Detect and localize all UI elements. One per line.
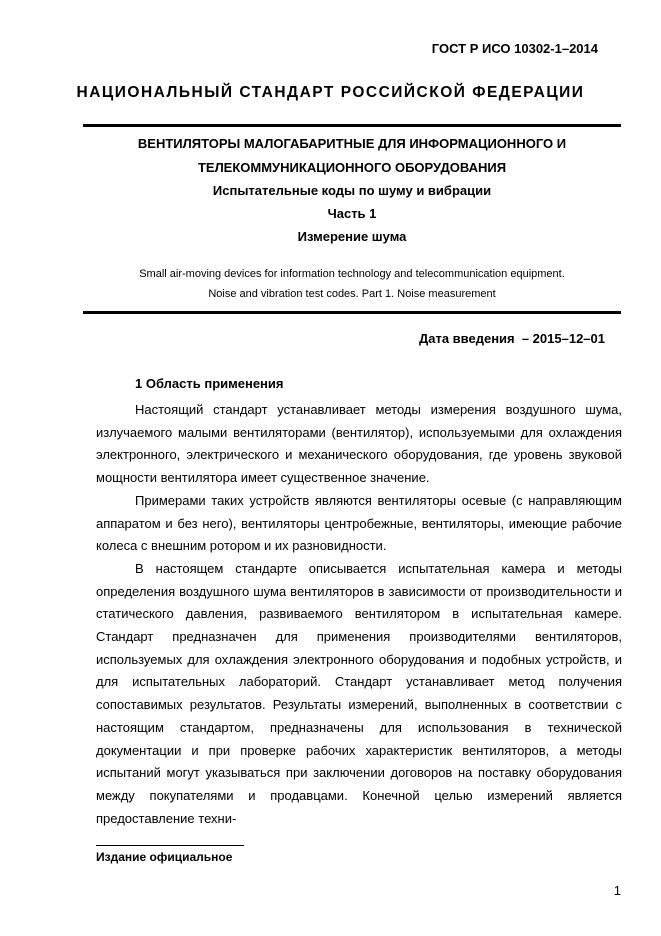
paragraph: В настоящем стандарте описывается испытательная камера и методы определения воздушного шума вентиляторов в зависимости от производительности и статического давления, развиваемого вентилятором в испытательная камере. Стандарт предназначен для применения производителями вентиляторов, используемых для охлаждения электронного оборудования и подобных устройств, и для испытательных лабораторий. Стандарт устанавливает метод получения сопоставимых результатов. Результаты измерений, выполненных в соответствии с настоящим стандартом, предназначены для использования в технической документации и при проверке рабочих характеристик вентиляторов, а методы испытаний могут указываться при заключении договоров на поставку оборудования между покупателями и продавцами. Конечной целью измерений является предоставление техни- [96,560,622,826]
section-body [96,399,622,830]
bottom-divider [83,311,621,314]
subtitle: Испытательные коды по шуму и вибрации [212,183,492,198]
document-code: ГОСТ Р ИСО 10302-1–2014 [431,41,598,56]
part-title: Измерение шума [297,229,407,244]
section-heading: 1 Область применения [135,376,284,391]
footer-divider [96,845,244,846]
top-divider [83,124,621,127]
page-number: 1 [613,883,621,898]
title-line-2: ТЕЛЕКОММУНИКАЦИОННОГО ОБОРУДОВАНИЯ [197,160,507,175]
paragraph: Настоящий стандарт устанавливает методы измерения воздушного шума, излучаемого малыми вентиляторами (вентилятор), используемыми для охлаждения электронного, электрического и механического оборудования, где уровень звуковой мощности вентилятора имеет существенное значение. [96,402,622,486]
english-title-line-2: Noise and vibration test codes. Part 1. Noise measurement [208,288,496,300]
english-title-line-1: Small air-moving devices for information technology and telecommunication equipment. [139,268,565,280]
national-standard-title: НАЦИОНАЛЬНЫЙ СТАНДАРТ РОССИЙСКОЙ ФЕДЕРАЦИИ [76,84,585,101]
edition-note: Издание официальное [96,850,233,864]
paragraph: Примерами таких устройств являются вентиляторы осевые (с направляющим аппаратом и без него), вентиляторы центробежные, вентиляторы, имеющие рабочие колеса с внешним ротором и их разновидности. [96,492,622,554]
title-line-1: ВЕНТИЛЯТОРЫ МАЛОГАБАРИТНЫЕ ДЛЯ ИНФОРМАЦИОННОГО И [137,136,567,151]
introduction-date: Дата введения – 2015–12–01 [418,331,605,346]
part-label: Часть 1 [327,206,377,221]
